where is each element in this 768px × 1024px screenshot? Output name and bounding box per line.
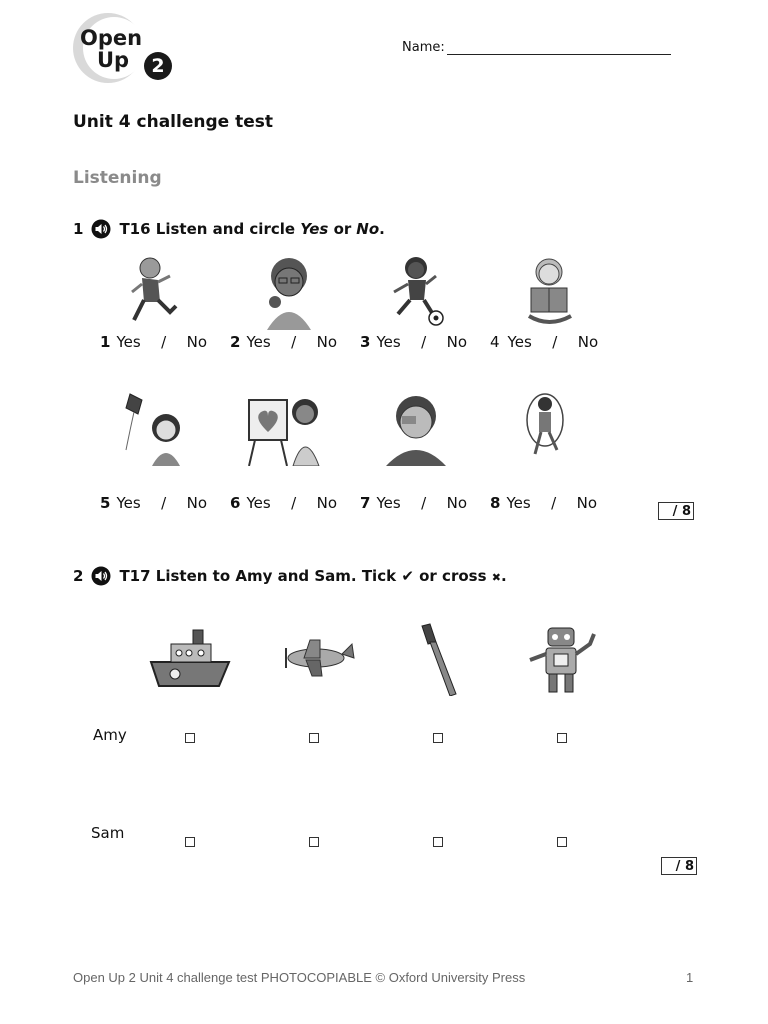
boat-picture: [145, 620, 235, 696]
q1-item-number: 8: [490, 494, 501, 512]
yes-option[interactable]: Yes: [506, 494, 531, 512]
sam-plane-checkbox[interactable]: [309, 837, 319, 847]
logo-line-1: Open: [80, 26, 143, 50]
q1-yes-word: Yes: [300, 220, 329, 238]
q1-item-number: 2: [230, 333, 241, 351]
yes-option[interactable]: Yes: [376, 494, 401, 512]
no-option[interactable]: No: [576, 494, 598, 512]
girl-playing-football-picture: [372, 254, 462, 330]
q1-item-number: 3: [360, 333, 371, 351]
q1-score-box[interactable]: / 8: [658, 502, 694, 520]
slash: /: [421, 333, 427, 351]
no-option[interactable]: No: [186, 494, 208, 512]
q2-heading: [73, 566, 507, 586]
amy-robot-checkbox[interactable]: [557, 733, 567, 743]
audio-speaker-icon[interactable]: [91, 219, 111, 239]
section-heading: Listening: [73, 168, 162, 188]
girl-reading-picture: [505, 254, 595, 330]
girl-flying-kite-picture: [112, 390, 202, 466]
yes-option[interactable]: Yes: [246, 333, 271, 351]
yes-option[interactable]: Yes: [376, 333, 401, 351]
logo-number: 2: [144, 52, 172, 80]
q1-item-number: 6: [230, 494, 241, 512]
q1-no-word: No: [356, 220, 380, 238]
sam-boat-checkbox[interactable]: [185, 837, 195, 847]
sam-paintbrush-checkbox[interactable]: [433, 837, 443, 847]
page-title: Unit 4 challenge test: [73, 112, 273, 132]
paintbrush-picture: [392, 620, 482, 696]
slash: /: [161, 333, 167, 351]
amy-paintbrush-checkbox[interactable]: [433, 733, 443, 743]
no-option[interactable]: No: [316, 333, 338, 351]
open-up-logo: [70, 12, 180, 84]
q1-answer-4[interactable]: [490, 333, 598, 351]
q1-item-number: 4: [490, 333, 500, 351]
q1-end: .: [379, 220, 385, 238]
q1-answer-1[interactable]: [100, 333, 207, 351]
slash: /: [291, 494, 297, 512]
girl-painting-picture: [243, 390, 333, 466]
amy-plane-checkbox[interactable]: [309, 733, 319, 743]
sam-robot-checkbox[interactable]: [557, 837, 567, 847]
boy-running-picture: [112, 254, 202, 330]
name-field[interactable]: [447, 54, 671, 55]
yes-option[interactable]: Yes: [116, 494, 141, 512]
slash: /: [291, 333, 297, 351]
slash: /: [552, 333, 558, 351]
q1-instruction: Listen and circle: [155, 220, 296, 238]
q1-heading: [73, 219, 385, 239]
yes-option[interactable]: Yes: [507, 333, 532, 351]
no-option[interactable]: No: [316, 494, 338, 512]
amy-boat-checkbox[interactable]: [185, 733, 195, 743]
q1-item-number: 7: [360, 494, 371, 512]
sam-label: Sam: [91, 824, 125, 842]
slash: /: [421, 494, 427, 512]
q1-or-word: or: [333, 220, 352, 238]
no-option[interactable]: No: [577, 333, 599, 351]
no-option[interactable]: No: [186, 333, 208, 351]
q1-answer-8[interactable]: [490, 494, 597, 512]
q1-number: 1: [73, 220, 84, 238]
page-number: 1: [686, 970, 694, 985]
q1-track: T16: [119, 220, 151, 238]
q1-answer-3[interactable]: [360, 333, 467, 351]
q1-answer-7[interactable]: [360, 494, 467, 512]
no-option[interactable]: No: [446, 494, 468, 512]
girl-skipping-picture: [505, 390, 595, 466]
yes-option[interactable]: Yes: [116, 333, 141, 351]
q2-track: T17: [119, 567, 151, 585]
no-option[interactable]: No: [446, 333, 468, 351]
q1-answer-2[interactable]: [230, 333, 337, 351]
name-label: Name:: [402, 40, 445, 55]
q2-end: .: [500, 567, 507, 585]
q2-score-box[interactable]: / 8: [661, 857, 697, 875]
boy-thinking-picture: [243, 254, 333, 330]
amy-label: Amy: [93, 726, 127, 744]
tick-icon: ✔: [401, 567, 414, 585]
q1-item-number: 5: [100, 494, 111, 512]
q2-instruction: Listen to Amy and Sam. Tick: [155, 567, 397, 585]
cross-icon: ✖: [491, 571, 501, 584]
robot-picture: [518, 620, 608, 696]
q1-answer-6[interactable]: [230, 494, 337, 512]
slash: /: [551, 494, 557, 512]
q2-number: 2: [73, 567, 84, 585]
plane-picture: [270, 620, 360, 696]
slash: /: [161, 494, 167, 512]
q1-item-number: 1: [100, 333, 111, 351]
audio-speaker-icon[interactable]: [91, 566, 111, 586]
footer-text: Open Up 2 Unit 4 challenge test PHOTOCOPIABLE © Oxford University Press: [73, 970, 526, 985]
q2-or-cross: or cross: [419, 567, 487, 585]
yes-option[interactable]: Yes: [246, 494, 271, 512]
logo-line-2: Up: [97, 48, 130, 72]
boy-crying-picture: [372, 390, 462, 466]
q1-answer-5[interactable]: [100, 494, 207, 512]
